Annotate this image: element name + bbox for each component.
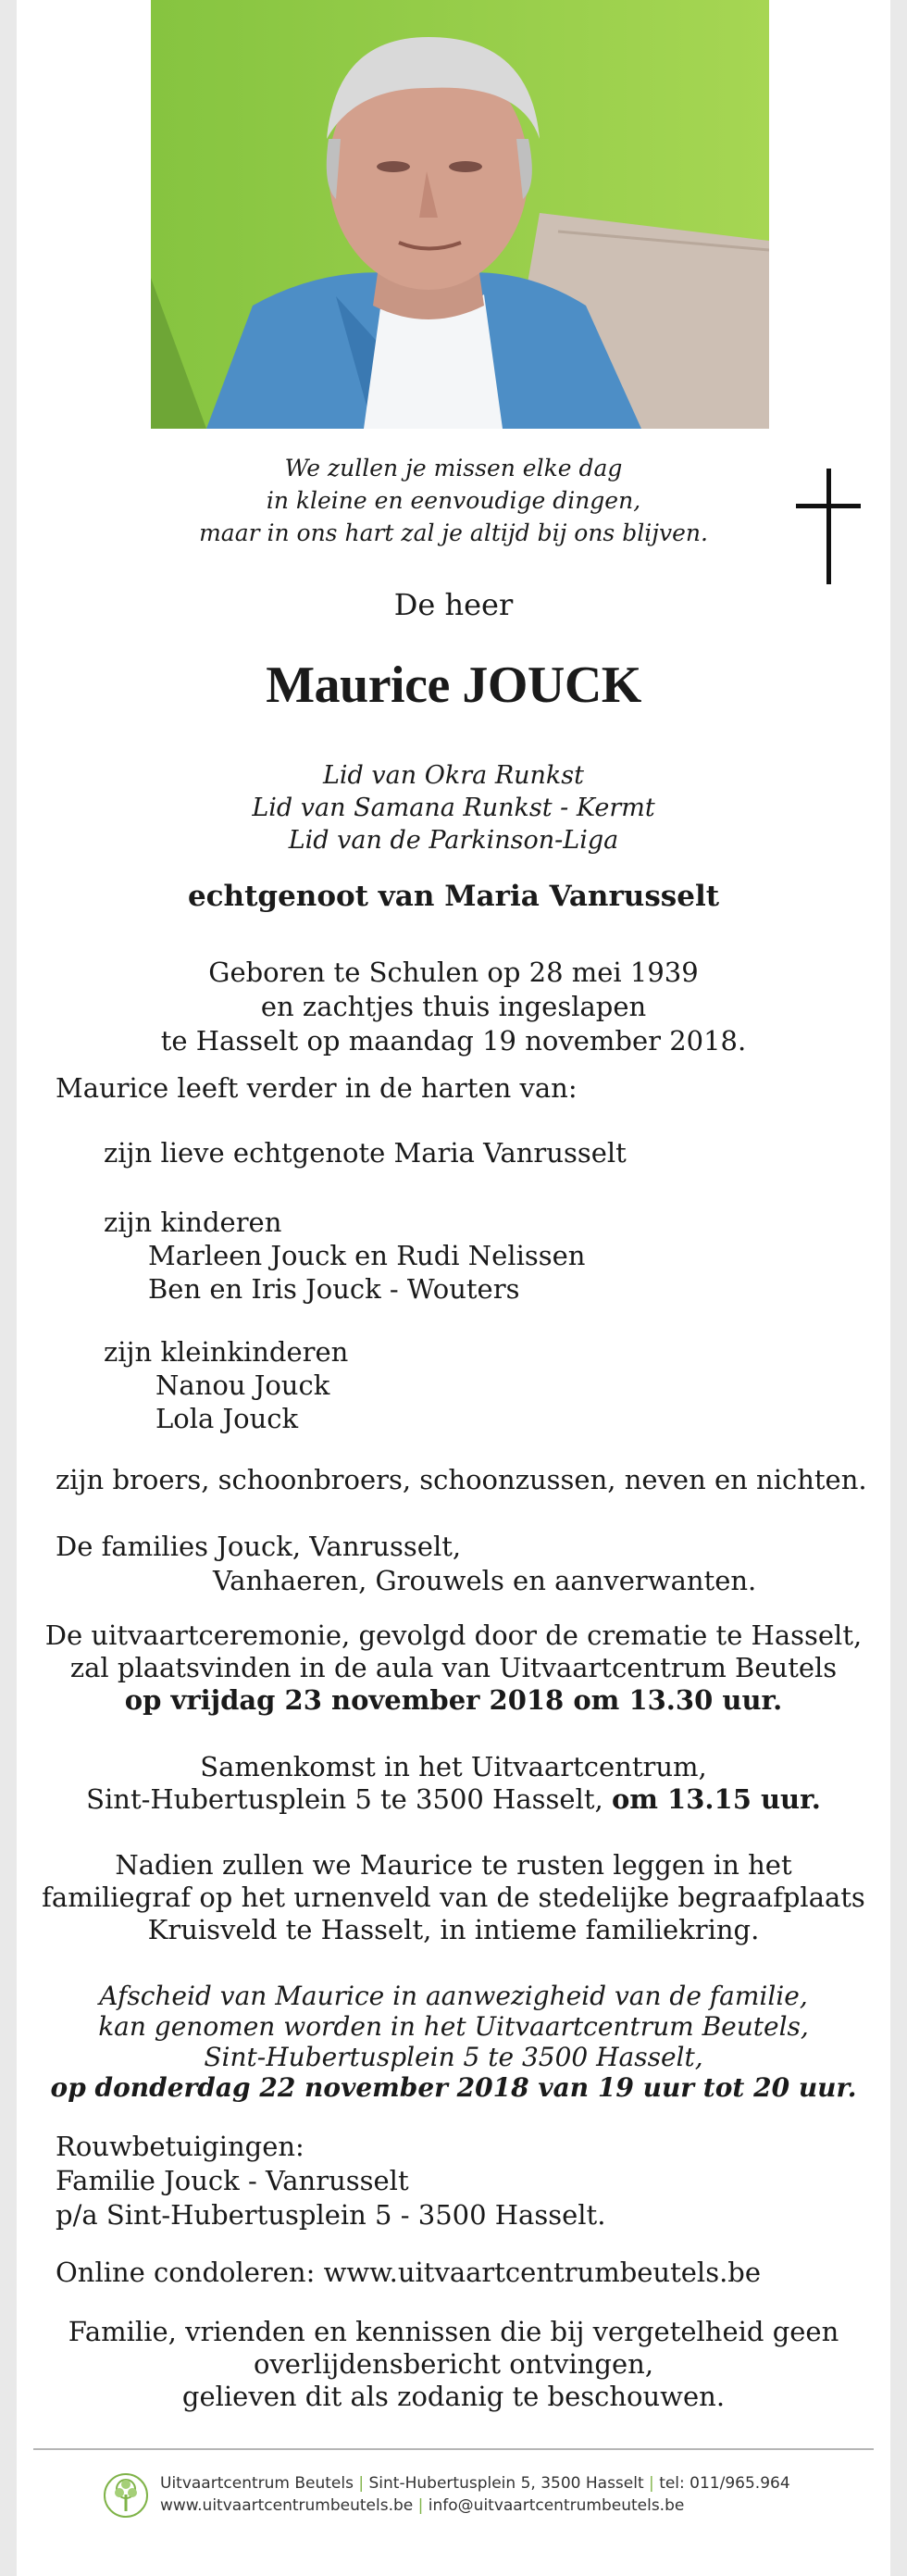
online-condolence-link[interactable]: Online condoleren: www.uitvaartcentrumbeutels.be: [56, 2257, 762, 2288]
grandchildren-list: [104, 1335, 348, 1435]
condolence-address: [56, 2130, 605, 2232]
meeting-line: Samenkomst in het Uitvaartcentrum,: [200, 1751, 707, 1782]
farewell-info: [17, 1981, 890, 2103]
notice-line: gelieven dit als zodanig te beschouwen.: [181, 2381, 726, 2412]
footer-row-1: [160, 2474, 790, 2493]
memorial-quote: [17, 452, 890, 549]
portrait-photo: [151, 0, 769, 429]
condolence-line: Familie Jouck - Vanrusselt: [56, 2165, 409, 2196]
farewell-line: kan genomen worden in het Uitvaartcentrum Beutels,: [98, 2011, 809, 2042]
meeting-line: [17, 1783, 890, 1816]
condolence-line: Rouwbetuigingen:: [56, 2131, 304, 2162]
burial-line: Kruisveld te Hasselt, in intieme familiekring.: [147, 1914, 760, 1945]
meeting-address: Sint-Hubertusplein 5 te 3500 Hasselt,: [86, 1783, 603, 1815]
company-address: Sint-Hubertusplein 5, 3500 Hasselt: [368, 2474, 644, 2493]
separator: |: [417, 2496, 424, 2515]
condolence-line: p/a Sint-Hubertusplein 5 - 3500 Hasselt.: [56, 2199, 606, 2231]
farewell-line: Sint-Hubertusplein 5 te 3500 Hasselt,: [204, 2042, 703, 2072]
quote-line: We zullen je missen elke dag: [284, 455, 623, 481]
relatives-line: zijn broers, schoonbroers, schoonzussen, neven en nichten.: [56, 1464, 867, 1495]
children-label: zijn kinderen: [104, 1207, 282, 1238]
burial-line: familiegraf op het urnenveld van de stedelijke begraafplaats: [42, 1882, 865, 1913]
company-name: Uitvaartcentrum Beutels: [160, 2474, 354, 2493]
separator: |: [649, 2474, 654, 2493]
footer-row-2: [160, 2496, 684, 2515]
burial-line: Nadien zullen we Maurice te rusten leggen in het: [115, 1849, 792, 1881]
farewell-line: Afscheid van Maurice in aanwezigheid van de familie,: [99, 1981, 808, 2011]
families: [56, 1530, 756, 1598]
ceremony-date: op vrijdag 23 november 2018 om 13.30 uur.: [124, 1684, 783, 1716]
membership-item: Lid van Okra Runkst: [322, 761, 584, 790]
birth-line: Geboren te Schulen op 28 mei 1939: [208, 957, 699, 988]
ceremony-info: [17, 1619, 890, 1717]
salutation: De heer: [393, 587, 514, 622]
meeting-time: om 13.15 uur.: [611, 1783, 821, 1815]
tree-logo-icon: [103, 2472, 149, 2519]
children-list: [104, 1206, 585, 1306]
birth-line: te Hasselt op maandag 19 november 2018.: [160, 1025, 747, 1057]
families-line: Vanhaeren, Grouwels en aanverwanten.: [213, 1565, 757, 1596]
ceremony-line: De uitvaartceremonie, gevolgd door de crematie te Hasselt,: [44, 1619, 863, 1651]
obituary-card: [17, 0, 890, 2576]
notice-line: Familie, vrienden en kennissen die bij vergetelheid geen: [68, 2316, 839, 2347]
quote-line: in kleine en eenvoudige dingen,: [266, 487, 641, 514]
forgotten-notice: [17, 2316, 890, 2413]
separator: |: [358, 2474, 365, 2493]
company-website[interactable]: www.uitvaartcentrumbeutels.be: [160, 2496, 414, 2515]
hearts-intro: Maurice leeft verder in de harten van:: [56, 1072, 578, 1104]
grandchildren-label: zijn kleinkinderen: [104, 1336, 349, 1368]
membership-item: Lid van de Parkinson-Liga: [288, 826, 619, 855]
quote-line: maar in ons hart zal je altijd bij ons blijven.: [199, 519, 708, 546]
company-email[interactable]: info@uitvaartcentrumbeutels.be: [428, 2496, 685, 2515]
meeting-info: [17, 1751, 890, 1816]
ceremony-line: zal plaatsvinden in de aula van Uitvaartcentrum Beutels: [69, 1652, 838, 1683]
notice-line: overlijdensbericht ontvingen,: [253, 2348, 654, 2380]
memberships: [17, 759, 890, 857]
list-item: Ben en Iris Jouck - Wouters: [148, 1273, 520, 1305]
birth-death-info: [17, 956, 890, 1058]
burial-info: [17, 1849, 890, 1946]
spouse-line: echtgenoot van Maria Vanrusselt: [187, 880, 720, 913]
wife-line: zijn lieve echtgenote Maria Vanrusselt: [104, 1137, 627, 1169]
birth-line: en zachtjes thuis ingeslapen: [260, 991, 647, 1022]
membership-item: Lid van Samana Runkst - Kermt: [252, 794, 655, 822]
deceased-name: Maurice JOUCK: [266, 657, 641, 714]
list-item: Nanou Jouck: [155, 1369, 330, 1401]
company-phone[interactable]: tel: 011/965.964: [659, 2474, 790, 2493]
families-line: De families Jouck, Vanrusselt,: [56, 1531, 462, 1562]
list-item: Marleen Jouck en Rudi Nelissen: [148, 1240, 586, 1271]
list-item: Lola Jouck: [155, 1403, 299, 1434]
footer-divider: [33, 2448, 874, 2450]
farewell-date: op donderdag 22 november 2018 van 19 uur tot 20 uur.: [50, 2072, 857, 2103]
